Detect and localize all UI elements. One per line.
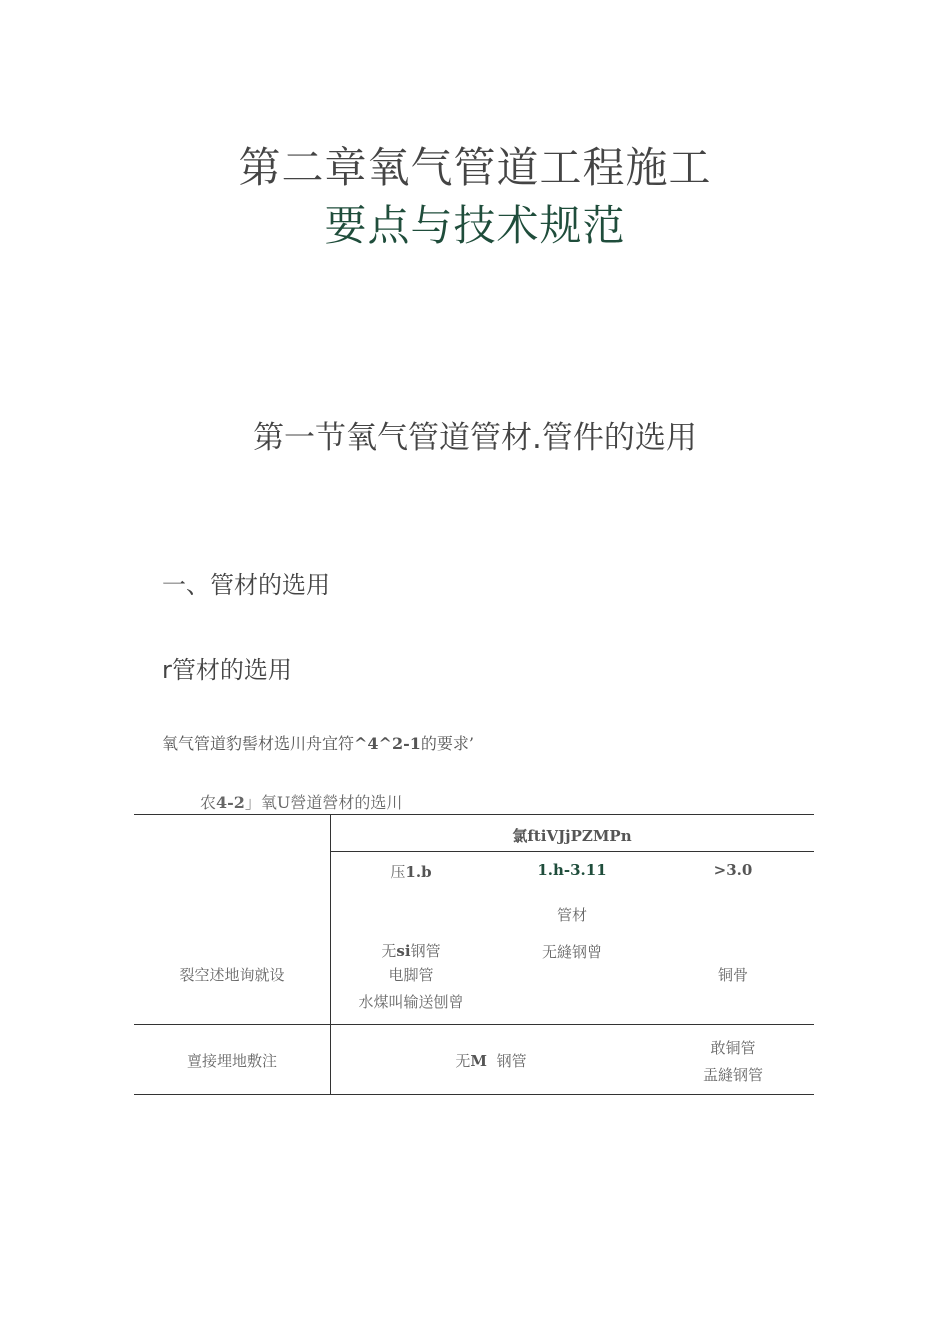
intro-text-pre: 氧气管道豹髻材选川舟宜符: [162, 734, 355, 753]
pressure-header: 氯ftiVJjPZMPn: [512, 827, 632, 845]
chapter-title: 第二章氧气管道工程施工: [238, 143, 712, 192]
table-row-divider: [134, 1024, 814, 1025]
row1-col1-suffix: 钢管: [410, 942, 441, 960]
row2-col3-line2: 盂縫钢管: [702, 1066, 763, 1084]
heading-pipe-selection: 一、管材的选用: [162, 571, 330, 599]
table-header-divider: [330, 851, 814, 852]
row2-merged-prefix: 无: [455, 1052, 471, 1070]
row1-col3: 铜骨: [717, 966, 748, 984]
row2-merged-suffix: 钢管: [496, 1052, 527, 1070]
row1-col1-line2: 电脚管: [388, 966, 434, 984]
col-header-high: >3.0: [713, 861, 753, 879]
row1-col1-line3: 水煤叫输送刨曾: [358, 993, 464, 1011]
row1-col1-line1: [330, 940, 492, 961]
pipe-subheader: 管材: [556, 906, 587, 924]
col-header-low-value: 1.b: [405, 863, 432, 881]
caption-number: 4-2: [216, 793, 245, 812]
row2-merged-cell: [330, 1050, 652, 1071]
section-title: 第一节氧气管道管材.管件的选用: [253, 420, 697, 456]
row2-col3-line1: 敢铜管: [710, 1039, 756, 1057]
row2-merged-bold: M: [470, 1052, 488, 1070]
caption-post: 」氧U營道營材的选川: [244, 793, 403, 812]
intro-text-post: 的要求’: [420, 734, 474, 753]
row1-col1-prefix: 无: [381, 942, 397, 960]
col-header-mid: 1.h-3.11: [537, 861, 607, 879]
row1-col1-bold: si: [396, 942, 411, 960]
row1-label: 裂空述地询就设: [179, 966, 285, 984]
chapter-subtitle: 要点与技术规范: [324, 201, 626, 250]
intro-paragraph: [162, 731, 474, 754]
col-header-low: [330, 861, 492, 882]
subheading-pipe-selection: r管材的选用: [162, 656, 292, 684]
intro-text-ref: ^4^2-1: [354, 734, 421, 753]
table-bottom-border: [134, 1094, 814, 1095]
col-header-low-prefix: 压: [390, 863, 406, 881]
table-top-border: [134, 814, 814, 815]
row2-label: 亶接埋地敷注: [186, 1052, 277, 1070]
row1-col2: 无縫钢曾: [541, 943, 602, 961]
caption-pre: 农: [200, 793, 217, 812]
table-caption: [200, 790, 402, 813]
